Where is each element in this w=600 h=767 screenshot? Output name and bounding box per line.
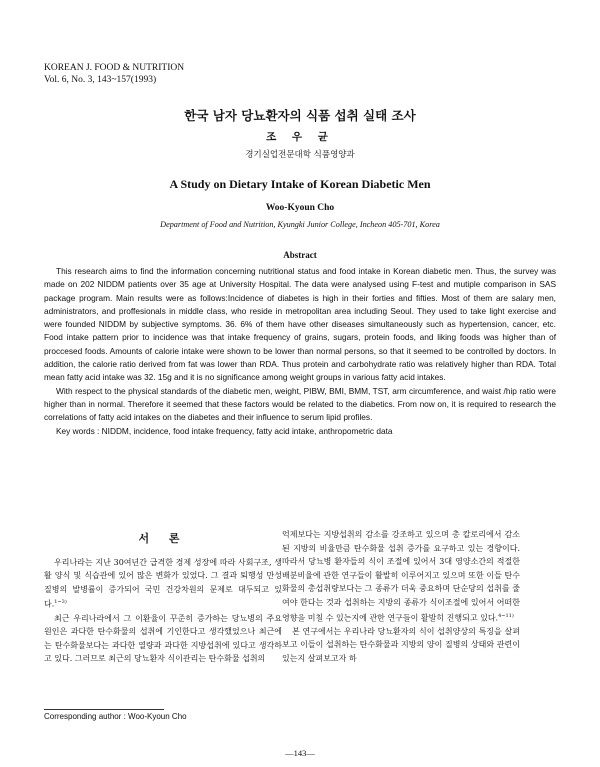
intro-paragraph-2: 최근 우리나라에서 그 이환율이 꾸준히 증가하는 당뇨병의 주요 원인은 과다한 탄수화물의 섭취에 기인한다고 생각했었으나 최근에는 탄수화물보다는 과다한 열량과 과다한 지방섭취에 있다고 생각하고 있다. 그러므로 최근의 당뇨환자 식이관리는 탄수화물 섭취의 [44, 613, 282, 664]
citation: 1~3) [54, 599, 67, 606]
body-column-right [282, 528, 520, 666]
journal-name: KOREAN J. FOOD & NUTRITION [44, 63, 185, 73]
keywords: Key words : NIDDM, incidence, food intake frequency, fatty acid intake, anthropometric data [56, 425, 393, 436]
journal-volume: Vol. 6, No. 3, 143~157(1993) [44, 75, 157, 85]
abstract-paragraph-1: This research aims to find the information concerning nutritional status and food intake in Korean diabetic men. Thus, the survey was made on 202 NIDDM patients over 35 age at University Hospital. The data were analysed using F-test and mutiple comparison in SAS package program. Main results were as follows:Incidence of diabetes is high in their forties and fifties. Most of them are salary men, administrators, and proffesionals in middle class, who reside in metropolitan area including Seoul. They used to take light exercise and were founded NIDDM by subjective symptoms. 36. 6% of them have other diseases simultaneously such as hypertension, cancer, etc. Food intake pattern prior to incidence was that intake frequency of grains, sugars, protein foods, and liking foods was higher than of proccesed foods. Amounts of calorie intake were shown to be lower than normal persons, so that it seemed to be controlled by doctors. In addition, the calorie ratio derived from fat was lower than RDA. Thus protein and carbohydrate ratio was relatively higher than RDA. Total mean fatty acid intake was 32. 15g and it is no significance among weight groups in various fatty acid intakes. [44, 266, 556, 383]
korean-author: 조 우 균 [266, 131, 334, 143]
intro-paragraph-1-text: 우리나라는 지난 30여년간 급격한 경제 성장에 따라 사회구조, 생활 양식 및 식습관에 있어 많은 변화가 있었다. 그 결과 퇴행성 만성질병의 발병률이 증가되어 국민 건강차원의 문제로 대두되고 있다. [44, 557, 282, 610]
citation: 4~11) [498, 612, 514, 619]
abstract-paragraph-2: With respect to the physical standards of the diabetic men, weight, PIBW, BMI, BMM, TST, arm circumference, and waist /hip ratio were higher than in normal. Therefore it seemed that these factors would be related to the diabetics. From now on, it is required to research the correlations of fatty acid intakes on the diabetes and their influence to serum lipid profiles. [44, 385, 556, 423]
english-title: A Study on Dietary Intake of Korean Diabetic Men [169, 177, 431, 191]
intro-paragraph-3 [282, 528, 520, 625]
body-column-left [44, 528, 282, 666]
footnote-divider [44, 709, 164, 710]
page-number: —143— [285, 748, 315, 758]
korean-title: 한국 남자 당뇨환자의 식품 섭취 실태 조사 [184, 108, 416, 123]
footnote: Corresponding author : Woo-Kyoun Cho [44, 712, 187, 721]
intro-paragraph-3-text: 억제보다는 지방섭취의 감소를 강조하고 있으며 총 칼로리에서 감소된 지방의 비율만큼 탄수화물 섭취 증가를 요구하고 있는 경향이다. 따라서 당뇨병 환자들의 식이 조절에 있어서 3대 영양소간의 적절한 배분비율에 관한 연구들이 활발히 이루어지고 있으며 또한 이들 탄수화물의 총섭취량보다는 그 종류가 더욱 중요하며 단순당의 섭취를 줄여야 한다는 것과 섭취하는 지방의 종류가 식이조절에 있어서 어떠한 영향을 미칠 수 있는지에 관한 연구들이 활발히 진행되고 있다. [282, 530, 520, 623]
intro-paragraph-1 [44, 556, 282, 612]
english-affiliation: Department of Food and Nutrition, Kyungki Junior College, Incheon 405-701, Korea [160, 220, 440, 229]
abstract [44, 265, 556, 438]
english-author: Woo-Kyoun Cho [265, 203, 335, 213]
abstract-heading: Abstract [283, 250, 317, 260]
korean-affiliation: 경기실업전문대학 식품영양과 [245, 150, 355, 160]
intro-paragraph-4: 본 연구에서는 우리나라 당뇨환자의 식이 섭취양상의 특징을 살펴보고 이들이 섭취하는 탄수화물과 지방의 양이 질병의 상태와 관련이 있는지 살펴보고자 하 [282, 626, 520, 663]
intro-heading: 서 론 [138, 532, 188, 545]
journal-info [44, 62, 184, 86]
